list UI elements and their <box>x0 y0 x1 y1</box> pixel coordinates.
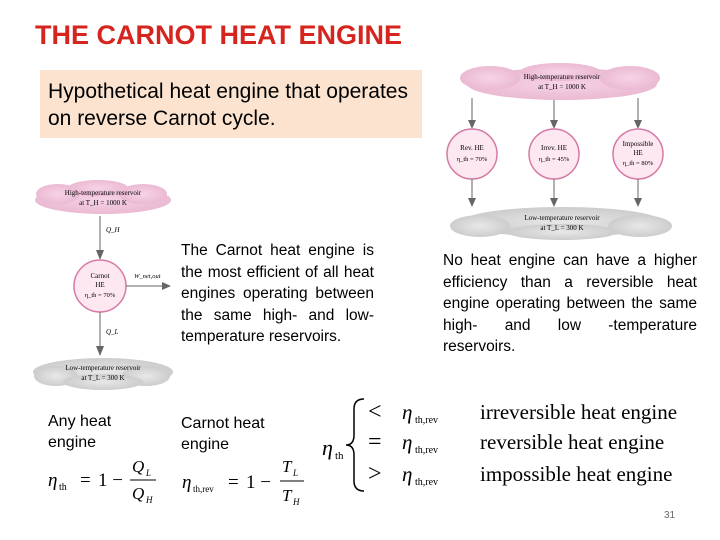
efficiency-cases-equation <box>318 393 698 497</box>
carnot-efficiency-paragraph: The Carnot heat engine is the most efficient of all heat engines operating between the same high- and low-temperature reservoirs. <box>181 242 374 345</box>
tl-subscript: L <box>293 468 299 478</box>
less-than-sign: < <box>368 399 382 425</box>
eta-symbol: η <box>402 400 413 424</box>
rev-engine-label: Rev. HE <box>460 144 484 152</box>
tl-symbol: T <box>282 457 292 476</box>
engine-comparison-diagram <box>440 62 685 242</box>
impossible-engine-eff: η_th = 80% <box>622 160 654 167</box>
reversible-case-label: reversible heat engine <box>480 430 665 454</box>
engine-label-2: HE <box>95 281 105 289</box>
equals-sign: = <box>228 472 239 493</box>
eta-symbol: η <box>402 430 413 454</box>
low-reservoir-temp: at T_L = 300 K <box>81 374 125 382</box>
eta-symbol: η <box>402 462 413 486</box>
eta-rev-subscript: th,rev <box>193 484 214 494</box>
low-reservoir-label: Low-temperature reservoir <box>65 364 141 372</box>
rev-engine-eff: η_th = 70% <box>456 156 488 163</box>
equals-sign: = <box>80 470 91 491</box>
eta-symbol: η <box>322 435 333 460</box>
any-heat-engine-label: Any heat engine <box>48 413 112 451</box>
impossible-case-label: impossible heat engine <box>480 462 673 486</box>
low-reservoir-temp: at T_L = 300 K <box>540 224 584 232</box>
wout-arrow <box>162 282 171 290</box>
wout-label: W_net,out <box>134 273 161 280</box>
irrev-engine-eff: η_th = 45% <box>538 156 570 163</box>
high-temp-reservoir-cloud <box>35 180 171 214</box>
high-reservoir-label: High-temperature reservoir <box>523 73 601 81</box>
engine-efficiency: η_th = 70% <box>84 292 116 299</box>
equal-sign: = <box>368 429 382 455</box>
ql-symbol: Q <box>132 457 145 476</box>
slide-title: THE CARNOT HEAT ENGINE <box>35 20 403 50</box>
high-reservoir-temp: at T_H = 1000 K <box>79 199 127 207</box>
subtitle-text: Hypothetical heat engine that operates on reverse Carnot cycle. <box>48 80 408 130</box>
thermal-efficiency-equation <box>44 452 174 508</box>
carnot-heat-engine-label: Carnot heat engine <box>181 415 265 453</box>
impossible-engine-label: Impossible <box>622 140 654 148</box>
high-reservoir-temp: at T_H = 1000 K <box>538 83 586 91</box>
rev-engine-circle <box>447 129 497 179</box>
qh-symbol: Q <box>132 484 145 503</box>
ql-subscript: L <box>146 468 152 478</box>
greater-than-sign: > <box>368 461 382 487</box>
one-minus: 1 − <box>98 470 123 491</box>
high-temp-reservoir-cloud <box>460 63 660 100</box>
eta-symbol: η <box>182 472 192 493</box>
qh-arrow <box>96 250 104 260</box>
qh-label: Q_H <box>106 226 120 234</box>
eta-rev-subscript: th,rev <box>415 415 439 426</box>
low-reservoir-label: Low-temperature reservoir <box>524 214 600 222</box>
th-symbol: T <box>282 486 292 505</box>
engine-label-1: Carnot <box>90 272 110 280</box>
ql-label: Q_L <box>106 328 119 336</box>
irrev-engine-circle <box>529 129 579 179</box>
th-subscript: H <box>293 497 300 507</box>
brace <box>346 399 364 491</box>
eta-subscript: th <box>335 450 344 462</box>
one-minus: 1 − <box>246 472 271 493</box>
irreversible-case-label: irreversible heat engine <box>480 400 678 424</box>
max-efficiency-paragraph: No heat engine can have a higher efficiency than a reversible heat engine operating between the same high- and low -temperature reservoirs. <box>443 252 697 355</box>
carnot-efficiency-equation <box>178 452 318 508</box>
qh-subscript: H <box>146 495 153 505</box>
ql-arrow <box>96 346 104 356</box>
eta-rev-subscript: th,rev <box>415 477 439 488</box>
carnot-engine-diagram <box>28 180 178 390</box>
eta-rev-subscript: th,rev <box>415 445 439 456</box>
eta-subscript: th <box>59 482 67 493</box>
high-reservoir-label: High-temperature reservoir <box>64 189 142 197</box>
eta-symbol: η <box>48 470 58 491</box>
impossible-engine-label-2: HE <box>633 149 643 157</box>
page-number: 31 <box>664 510 676 521</box>
irrev-engine-label: Irrev. HE <box>541 144 567 152</box>
